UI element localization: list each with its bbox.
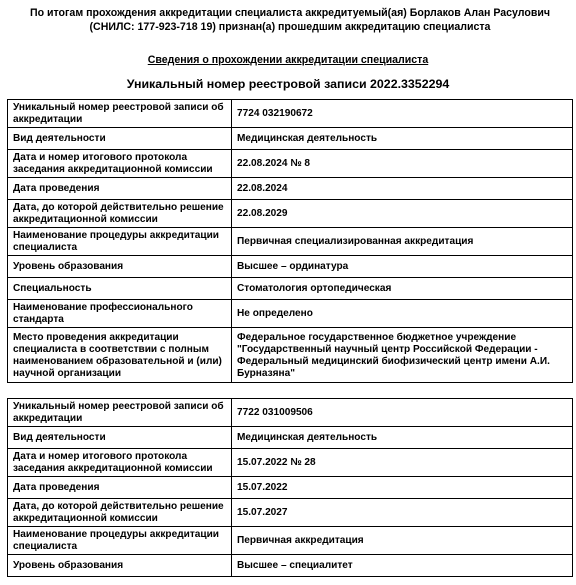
row-value: 15.07.2027	[232, 499, 573, 527]
row-label: Место проведения аккредитации специалиста в соответствии с полным наименованием образовательной и (или) научной организации	[8, 328, 232, 383]
row-label: Уникальный номер реестровой записи об аккредитации	[8, 100, 232, 128]
row-label: Уровень образования	[8, 555, 232, 577]
row-label: Наименование процедуры аккредитации специалиста	[8, 228, 232, 256]
row-label: Дата и номер итогового протокола заседания аккредитационной комиссии	[8, 150, 232, 178]
table-row	[8, 477, 573, 499]
row-label: Уникальный номер реестровой записи об аккредитации	[8, 399, 232, 427]
table-row	[8, 328, 573, 383]
row-value: Не определено	[232, 300, 573, 328]
row-label: Дата проведения	[8, 178, 232, 200]
row-label: Дата, до которой действительно решение аккредитационной комиссии	[8, 200, 232, 228]
section-title: Сведения о прохождении аккредитации специалиста	[147, 54, 429, 66]
row-label: Наименование профессионального стандарта	[8, 300, 232, 328]
table-row	[8, 150, 573, 178]
row-label: Дата и номер итогового протокола заседания аккредитационной комиссии	[8, 449, 232, 477]
accreditation-record-table	[7, 398, 573, 577]
row-value: 7724 032190672	[232, 100, 573, 128]
table-row	[8, 278, 573, 300]
row-label: Уровень образования	[8, 256, 232, 278]
row-value: 22.08.2024 № 8	[232, 150, 573, 178]
table-row	[8, 527, 573, 555]
table-row	[8, 499, 573, 527]
row-value: Федеральное государственное бюджетное учреждение "Государственный научный центр Российской Федерации - Федеральный медицинский биофизический центр имени А.И. Бурназяна"	[232, 328, 573, 383]
table-row	[8, 200, 573, 228]
row-label: Дата проведения	[8, 477, 232, 499]
row-value: Медицинская деятельность	[232, 128, 573, 150]
row-value: Медицинская деятельность	[232, 427, 573, 449]
row-label: Наименование процедуры аккредитации специалиста	[8, 527, 232, 555]
row-value: Высшее – специалитет	[232, 555, 573, 577]
accreditation-record-table	[7, 99, 573, 383]
row-value: Высшее – ординатура	[232, 256, 573, 278]
registry-record-title: Уникальный номер реестровой записи 2022.3352294	[126, 77, 450, 91]
row-label: Специальность	[8, 278, 232, 300]
row-label: Вид деятельности	[8, 427, 232, 449]
intro-paragraph: По итогам прохождения аккредитации специалиста аккредитуемый(ая) Борлаков Алан Расулович (СНИЛС: 177-923-718 19) признан(а) прошедшим аккредитацию специалиста	[29, 7, 551, 33]
row-label: Вид деятельности	[8, 128, 232, 150]
row-value: 15.07.2022	[232, 477, 573, 499]
table-row	[8, 427, 573, 449]
row-value: 15.07.2022 № 28	[232, 449, 573, 477]
row-label: Дата, до которой действительно решение аккредитационной комиссии	[8, 499, 232, 527]
table-row	[8, 256, 573, 278]
row-value: Первичная специализированная аккредитация	[232, 228, 573, 256]
table-row	[8, 100, 573, 128]
table-row	[8, 128, 573, 150]
row-value: 7722 031009506	[232, 399, 573, 427]
row-value: Первичная аккредитация	[232, 527, 573, 555]
row-value: 22.08.2024	[232, 178, 573, 200]
table-row	[8, 300, 573, 328]
table-row	[8, 555, 573, 577]
table-row	[8, 228, 573, 256]
table-row	[8, 399, 573, 427]
row-value: Стоматология ортопедическая	[232, 278, 573, 300]
table-row	[8, 178, 573, 200]
row-value: 22.08.2029	[232, 200, 573, 228]
table-row	[8, 449, 573, 477]
